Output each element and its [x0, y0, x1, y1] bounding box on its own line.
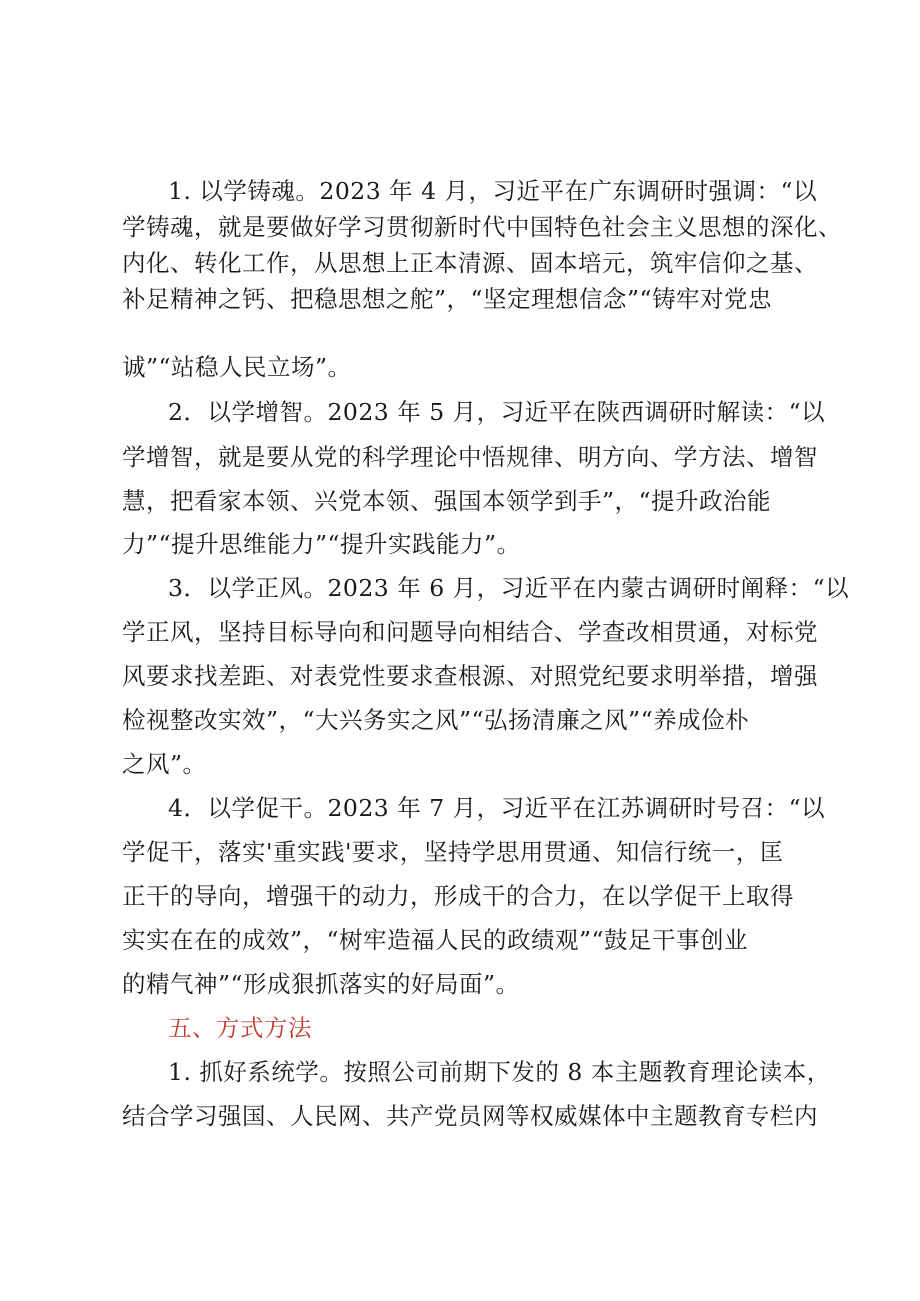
- section-heading: 五、方式方法: [168, 1014, 312, 1042]
- paragraph-2-line-3: 慧，把看家本领、兴党本领、强国本领学到手”，“提升政治能: [122, 487, 772, 515]
- paragraph-2-line-1: 2．以学增智。2023 年 5 月，习近平在陕西调研时解读：“以: [168, 398, 826, 426]
- paragraph-3-line-4: 检视整改实效”，“大兴务实之风”“弘扬清廉之风”“养成俭朴: [122, 706, 750, 734]
- paragraph-4-line-5: 的精气神”“形成狠抓落实的好局面”。: [122, 970, 520, 998]
- paragraph-2-line-4: 力”“提升思维能力”“提升实践能力”。: [122, 530, 521, 558]
- paragraph-4-line-2: 学促干，落实'重实践'要求，坚持学思用贯通、知信行统一，匡: [122, 838, 784, 866]
- paragraph-3-line-2: 学正风，坚持目标导向和问题导向相结合、学查改相贯通，对标党: [122, 618, 818, 646]
- paragraph-3-line-1: 3．以学正风。2023 年 6 月，习近平在内蒙古调研时阐释：“以: [168, 574, 850, 602]
- paragraph-1-line-5: 诚”“站稳人民立场”。: [122, 353, 352, 381]
- paragraph-1-line-4: 补足精神之钙、把稳思想之舵”，“坚定理想信念”“铸牢对党忠: [122, 285, 773, 313]
- paragraph-1-line-1: 1. 以学铸魂。2023 年 4 月，习近平在广东调研时强调：“以: [168, 177, 818, 205]
- paragraph-3-line-5: 之风”。: [122, 750, 207, 778]
- paragraph-4-line-3: 正干的导向，增强干的动力，形成干的合力，在以学促干上取得: [122, 882, 794, 910]
- paragraph-5-line-1: 1. 抓好系统学。按照公司前期下发的 8 本主题教育理论读本，: [168, 1058, 831, 1086]
- paragraph-5-line-2: 结合学习强国、人民网、共产党员网等权威媒体中主题教育专栏内: [122, 1102, 818, 1130]
- paragraph-1-line-2: 学铸魂，就是要做好学习贯彻新时代中国特色社会主义思想的深化、: [122, 213, 842, 241]
- paragraph-3-line-3: 风要求找差距、对表党性要求查根源、对照党纪要求明举措，增强: [122, 662, 818, 690]
- paragraph-4-line-1: 4．以学促干。2023 年 7 月，习近平在江苏调研时号召：“以: [168, 794, 826, 822]
- paragraph-1-line-3: 内化、转化工作，从思想上正本清源、固本培元，筑牢信仰之基、: [122, 249, 818, 277]
- paragraph-4-line-4: 实实在在的成效”，“树牢造福人民的政绩观”“鼓足干事创业: [122, 926, 749, 954]
- paragraph-2-line-2: 学增智，就是要从党的科学理论中悟规律、明方向、学方法、增智: [122, 443, 818, 471]
